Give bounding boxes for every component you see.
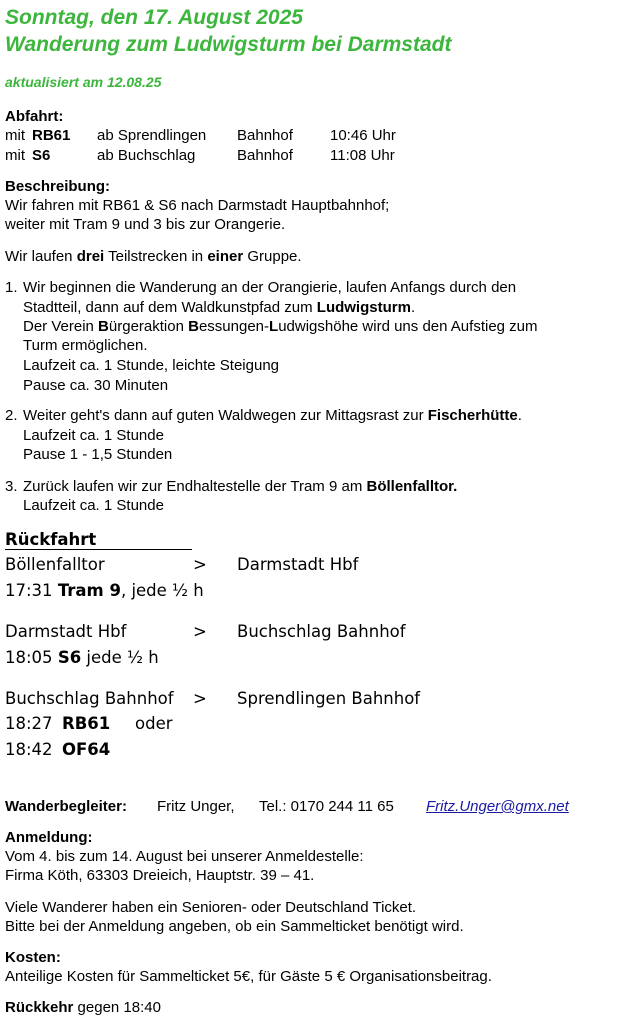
stage-line: Turm ermöglichen.: [23, 337, 148, 354]
stage-line: Pause ca. 30 Minuten: [23, 377, 169, 394]
leg-to: Buchschlag Bahnhof: [237, 622, 406, 641]
stage-line: Wir beginnen die Wanderung an der Orangierie, laufen Anfangs durch den: [23, 279, 517, 296]
leg-train: RB61: [62, 714, 111, 733]
stage-number: 1.: [5, 279, 18, 296]
ticket-line: Bitte bei der Anmeldung angeben, ob ein Sammelticket benötigt wird.: [5, 918, 464, 935]
anmeldung-line: Vom 4. bis zum 14. August bei unserer Anmeldestelle:: [5, 848, 364, 865]
guide-email-link[interactable]: Fritz.Unger@gmx.net: [426, 798, 569, 815]
text-part: Gruppe.: [243, 248, 302, 265]
text-part: essungen-: [198, 318, 270, 335]
text-part: Wir laufen: [5, 248, 77, 265]
abfahrt-time: 10:46 Uhr: [330, 127, 396, 144]
abfahrt-station: Bahnhof: [237, 127, 293, 144]
leg-time: 18:27: [5, 714, 53, 733]
beschreibung-heading: Beschreibung:: [5, 178, 111, 195]
stage-line: [23, 317, 538, 337]
text-part: udwigshöhe wird uns den Aufstieg zum: [278, 318, 538, 335]
text-bold: B: [188, 318, 199, 335]
abfahrt-from: ab Sprendlingen: [97, 127, 207, 144]
guide-line: [5, 797, 127, 816]
leg-train: OF64: [62, 740, 111, 759]
guide-phone: Tel.: 0170 244 11 65: [259, 798, 394, 815]
leg-train: S6: [57, 648, 82, 667]
stage-line: Laufzeit ca. 1 Stunde: [23, 497, 164, 514]
rueckkehr-label: Rückkehr: [5, 999, 74, 1016]
guide-name: Fritz Unger,: [157, 798, 235, 815]
hike-title: Wanderung zum Ludwigsturm bei Darmstadt: [5, 33, 452, 56]
leg-to: Sprendlingen Bahnhof: [237, 689, 421, 708]
text-part: Zurück laufen wir zur Endhaltestelle der Tram 9 am: [23, 478, 367, 495]
stage-line: [23, 477, 457, 497]
text-bold: L: [269, 318, 279, 335]
abfahrt-time: 11:08 Uhr: [330, 147, 395, 164]
leg-arrow: >: [193, 689, 207, 708]
stage-number: 2.: [5, 407, 18, 424]
rueckfahrt-heading: Rückfahrt: [5, 530, 97, 549]
text-bold: drei: [76, 248, 105, 265]
leg-frequency: jede ½ h: [81, 648, 159, 667]
stage-number: 3.: [5, 478, 18, 495]
abfahrt-station: Bahnhof: [237, 147, 293, 164]
abfahrt-heading: Abfahrt:: [5, 108, 64, 125]
updated-note: aktualisiert am 12.08.25: [5, 74, 162, 90]
abfahrt-prefix: mit: [5, 127, 25, 144]
date-title: Sonntag, den 17. August 2025: [5, 6, 303, 29]
text-part: Weiter geht's dann auf guten Waldwegen zur Mittagsrast zur: [23, 407, 428, 424]
text-bold: einer: [207, 248, 244, 265]
leg-time: 18:42: [5, 740, 53, 759]
stage-line: Laufzeit ca. 1 Stunde, leichte Steigung: [23, 357, 280, 374]
leg-connection: [5, 580, 204, 602]
beschreibung-line: Wir fahren mit RB61 & S6 nach Darmstadt Hauptbahnhof;: [5, 197, 390, 214]
text-bold: Böllenfalltor.: [366, 478, 458, 495]
kosten-heading: Kosten:: [5, 949, 61, 966]
leg-time: 17:31: [5, 581, 53, 600]
stage-line: Pause 1 - 1,5 Stunden: [23, 446, 173, 463]
text-bold: B: [98, 318, 109, 335]
leg-time: 18:05: [5, 648, 53, 667]
rueckkehr-time: gegen 18:40: [73, 999, 161, 1016]
abfahrt-from: ab Buchschlag: [97, 147, 196, 164]
leg-arrow: >: [193, 555, 207, 574]
rueckkehr-line: [5, 998, 161, 1017]
leg-from: Böllenfalltor: [5, 555, 105, 574]
leg-arrow: >: [193, 622, 207, 641]
abfahrt-train: S6: [32, 147, 51, 164]
guide-label: Wanderbegleiter:: [5, 798, 127, 815]
leg-to: Darmstadt Hbf: [237, 555, 359, 574]
abfahrt-train: RB61: [32, 127, 71, 144]
stage-line: Laufzeit ca. 1 Stunde: [23, 427, 164, 444]
text-part: .: [410, 299, 416, 316]
ticket-line: Viele Wanderer haben ein Senioren- oder Deutschland Ticket.: [5, 899, 417, 916]
anmeldung-line: Firma Köth, 63303 Dreieich, Hauptstr. 39 – 41.: [5, 867, 315, 884]
text-part: Stadtteil, dann auf dem Waldkunstpfad zum: [23, 299, 317, 316]
leg-from: Darmstadt Hbf: [5, 622, 127, 641]
stage-line: [23, 406, 522, 426]
beschreibung-line: weiter mit Tram 9 und 3 bis zur Orangerie.: [5, 216, 286, 233]
text-bold: Ludwigsturm: [316, 299, 411, 316]
text-part: .: [517, 407, 522, 424]
text-part: Teilstrecken in: [104, 248, 208, 265]
leg-connection: [5, 647, 159, 669]
groups-sentence: [5, 247, 302, 266]
abfahrt-prefix: mit: [5, 147, 25, 164]
stage-line: [23, 298, 415, 318]
text-part: ürgeraktion: [108, 318, 189, 335]
text-part: Der Verein: [23, 318, 99, 335]
leg-frequency: , jede ½ h: [120, 581, 204, 600]
heading-underline: [5, 549, 192, 550]
anmeldung-heading: Anmeldung:: [5, 829, 93, 846]
leg-or: oder: [135, 714, 173, 733]
leg-from: Buchschlag Bahnhof: [5, 689, 174, 708]
kosten-line: Anteilige Kosten für Sammelticket 5€, für Gäste 5 € Organisationsbeitrag.: [5, 968, 492, 985]
leg-train: Tram 9: [57, 581, 121, 600]
text-bold: Fischerhütte: [427, 407, 518, 424]
